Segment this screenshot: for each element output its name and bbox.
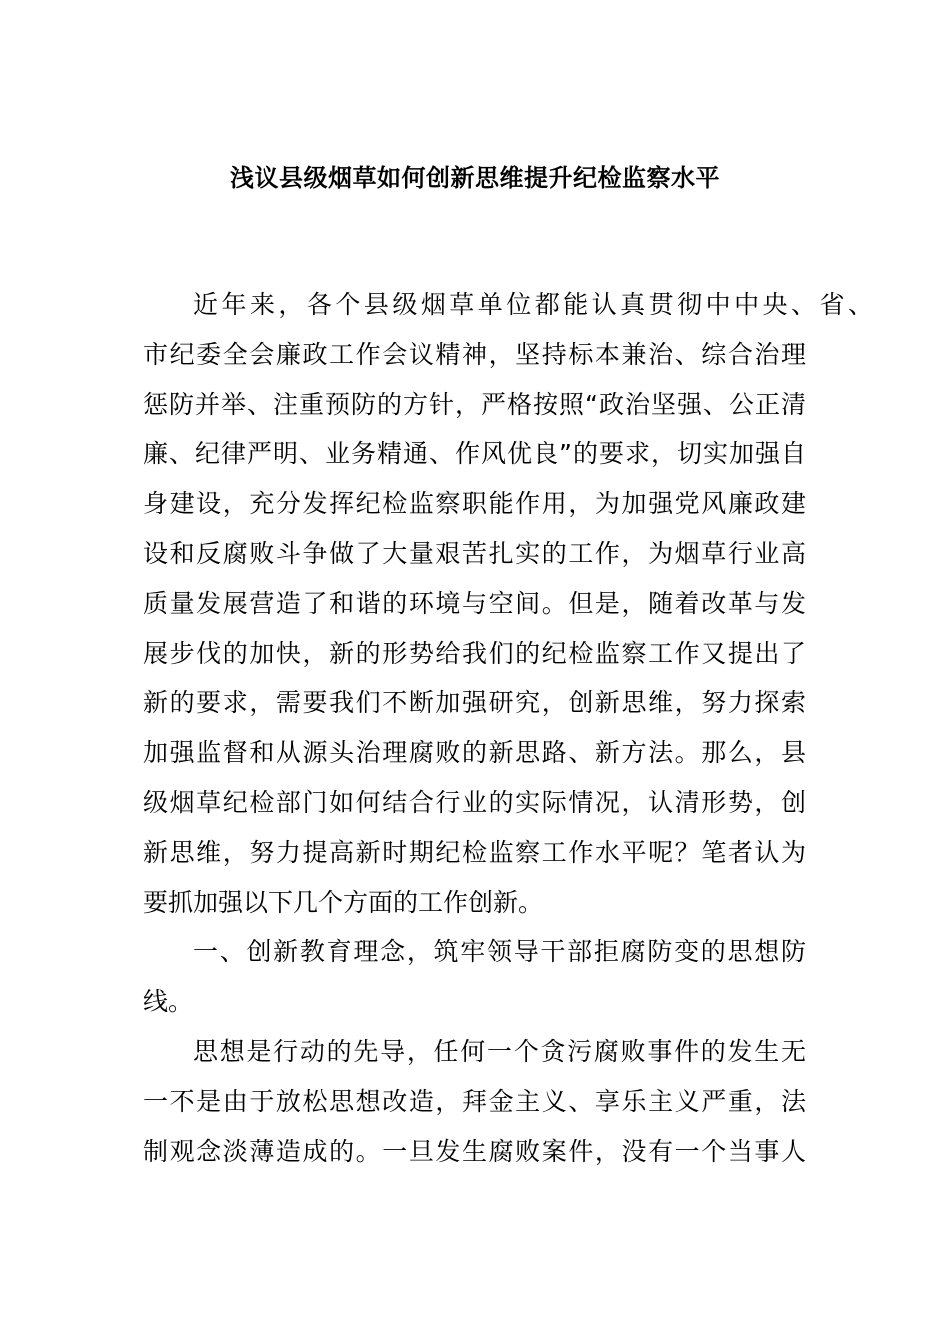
heading-line: 一、创新教育理念，筑牢领导干部拒腐防变的思想防 bbox=[193, 937, 806, 967]
document-title: 浅议县级烟草如何创新思维提升纪检监察水平 bbox=[230, 164, 720, 192]
paragraph-line: 制观念淡薄造成的。一旦发生腐败案件，没有一个当事人 bbox=[143, 1136, 806, 1166]
paragraph-line: 级烟草纪检部门如何结合行业的实际情况，认清形势，创 bbox=[143, 787, 806, 817]
paragraph-line: 惩防并举、注重预防的方针，严格按照“政治坚强、公正清 bbox=[143, 389, 806, 419]
paragraph-line: 一不是由于放松思想改造，拜金主义、享乐主义严重，法 bbox=[143, 1086, 806, 1116]
paragraph-line: 展步伐的加快，新的形势给我们的纪检监察工作又提出了 bbox=[143, 638, 806, 668]
paragraph-line: 加强监督和从源头治理腐败的新思路、新方法。那么，县 bbox=[143, 738, 806, 768]
heading-line: 线。 bbox=[143, 987, 194, 1017]
paragraph-line: 设和反腐败斗争做了大量艰苦扎实的工作，为烟草行业高 bbox=[143, 538, 806, 568]
paragraph-line: 市纪委全会廉政工作会议精神，坚持标本兼治、综合治理 bbox=[143, 339, 806, 369]
paragraph-line: 新思维，努力提高新时期纪检监察工作水平呢？笔者认为 bbox=[143, 837, 806, 867]
paragraph-line: 身建设，充分发挥纪检监察职能作用，为加强党风廉政建 bbox=[143, 489, 806, 519]
paragraph-line: 近年来，各个县级烟草单位都能认真贯彻中中央、省、 bbox=[193, 290, 873, 319]
paragraph-line: 质量发展营造了和谐的环境与空间。但是，随着改革与发 bbox=[143, 588, 806, 618]
paragraph-line: 新的要求，需要我们不断加强研究，创新思维，努力探索 bbox=[143, 688, 806, 718]
paragraph-line: 思想是行动的先导，任何一个贪污腐败事件的发生无 bbox=[193, 1036, 806, 1066]
paragraph-line: 廉、纪律严明、业务精通、作风优良”的要求，切实加强自 bbox=[143, 439, 806, 469]
paragraph-line: 要抓加强以下几个方面的工作创新。 bbox=[143, 887, 544, 917]
document-body bbox=[143, 280, 873, 1176]
